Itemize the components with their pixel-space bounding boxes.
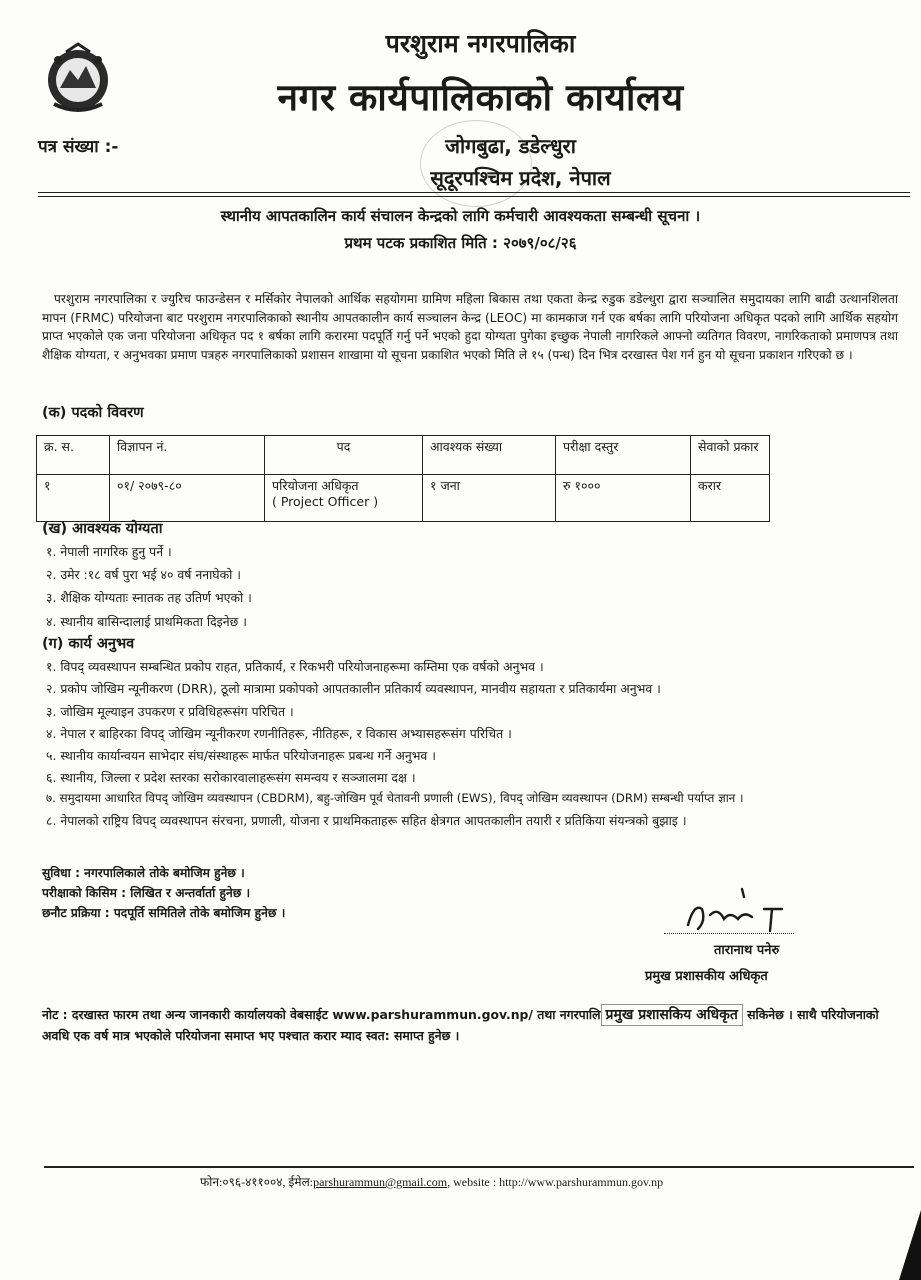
note-text: नोट : दरखास्त फारम तथा अन्य जानकारी कार्यालयको वेबसाईट www.parshurammun.gov.np/ तथा नगरपालि [42,1007,601,1022]
publication-date: प्रथम पटक प्रकाशित मिति : २०७९/०८/२६ [344,234,577,252]
note-paragraph [42,1004,892,1046]
list-item: ३. जोखिम मूल्याइन उपकरण र प्रविधिहरूसंग परिचित । [46,704,294,719]
office-province: सूदूरपश्चिम प्रदेश, नेपाल [430,166,611,190]
cell-ad-number: ०१/ २०७९-८० [110,475,265,522]
list-item: ४. स्थानीय बासिन्दालाई प्राथमिकता दिइनेछ । [46,614,247,629]
list-item: ६. स्थानीय, जिल्ला र प्रदेश स्तरका सरोकारवालाहरूसंग समन्वय र सञ्जालमा दक्ष । [46,770,416,785]
office-address: जोगबुढा, डडेल्धुरा [445,134,576,158]
list-item: ४. नेपाल र बाहिरका विपद् जोखिम न्यूनीकरण रणनीतिहरू, नीतिहरू, र विकास अभ्यासहरूसंग परिचित । [46,726,512,741]
signatory-name: तारानाथ पनेरु [714,943,780,958]
column-header: पद [265,436,423,475]
footer-website: , website : http://www.parshurammun.gov.np [447,1175,664,1189]
table-row [37,475,770,522]
list-item: १. नेपाली नागरिक हुनु पर्ने । [46,544,172,559]
municipality-name: परशुराम नगरपालिका [385,29,576,58]
column-header: सेवाको प्रकार [691,436,770,475]
office-name: नगर कार्यपालिकाको कार्यालय [277,76,684,119]
post-name-english: ( Project Officer ) [272,494,379,509]
section-b-heading: (ख) आवश्यक योग्यता [42,521,163,537]
post-details-table [36,435,770,522]
column-header: आवश्यक संख्या [423,436,556,475]
cell-service-type: करार [691,475,770,522]
section-c-heading: (ग) कार्य अनुभव [42,636,135,652]
reference-number-label: पत्र संख्या :- [38,137,119,157]
exam-type-line: परीक्षाको किसिम : लिखित र अन्तर्वार्ता हुनेछ । [42,886,251,900]
footer-phone: फोन:०९६-४११००४, ईमेल: [200,1175,314,1189]
list-item: ३. शैक्षिक योग्यताः स्नातक तह उतिर्ण भएको । [46,590,252,605]
post-name: परियोजना अधिकृत [272,478,359,493]
handwritten-signature [680,885,790,945]
list-item: ५. स्थानीय कार्यान्वयन साभेदार संघ/संस्थाहरू मार्फत परियोजनाहरू प्रबन्ध गर्ने अनुभव । [46,748,436,763]
list-item: १. विपद् व्यवस्थापन सम्बन्धित प्रकोप राहत, प्रतिकार्य, र रिकभरी परियोजनाहरूमा कम्तिमा एक वर्षको अनुभव । [46,659,544,674]
signature-line [664,933,794,934]
signatory-title: प्रमुख प्रशासकीय अधिकृत [645,969,768,984]
notice-intro-paragraph: परशुराम नगरपालिका र ज्युरिच फाउन्डेसन र मर्सिकोर नेपालको आर्थिक सहयोगमा ग्रामिण महिला बिकास तथा एकता केन्द्र रुडुक डडेल्धुरा द्वारा सञ्चालित समुदायका लागि बाढी उत्थानशिलता मापन (FRMC) परियोजना बाट परशुराम नगरपालिकाको स्थानीय आपतकालीन कार्य सञ्चालन केन्द्र (LEOC) मा कामकाज गर्न एक बर्षका लागि परियोजना अधिकृत पदको लागि आर्थिक सहयोग प्राप्त भएकोले एक जना परियोजना अधिकृत पद १ बर्षका लागि करारमा पदपूर्ति गर्नु पर्ने भएको हुदा योग्यता पुगेका इच्छुक नेपाली नागरिकले आफ्नो व्यतिगत विवरण, नागरिकताको प्रमाणपत्र तथा शैक्षिक योग्यता, र अनुभवका प्रमाण पत्रहरु नगरपालिकाको प्रशासन शाखामा यो सूचना प्रकाशित भएको मिति ले १५ (पन्ध) दिन भित्र दरखास्त पेश गर्न हुन यो सूचना प्रकाशन गरिएको छ । [42,292,898,362]
note-text-continued: सकिनेछ । साथै परियोजनाको अवधि एक वर्ष मात्र भएकोले परियोजना समाप्त भए पश्चात करार म्याद स्वत: समाप्त हुनेछ । [42,1007,879,1043]
selection-process-line: छनौट प्रक्रिया : पदपूर्ति समितिले तोके बमोजिम हुनेछ । [42,906,286,920]
list-item: २. उमेर :१८ वर्ष पुरा भई ४० वर्ष ननाघेको । [46,567,241,582]
list-item: ७. समुदायमा आधारित विपद् जोखिम व्यवस्थापन (CBDRM), बहु-जोखिम पूर्व चेतावनी प्रणाली (EWS), विपद् जोखिम व्यवस्थापन (DRM) सम्बन्धी पर्याप्त ज्ञान । [46,791,744,805]
official-stamp: प्रमुख प्रशासकिय अधिकृत [601,1004,743,1026]
table-header-row [37,436,770,475]
footer-contact [200,1173,663,1190]
cell-fee: रु १००० [556,475,691,522]
page-corner-shadow [899,1210,921,1280]
column-header: परीक्षा दस्तुर [556,436,691,475]
list-item: ८. नेपालको राष्ट्रिय विपद् व्यवस्थापन संरचना, प्रणाली, योजना र प्राथमिकताहरू सहित क्षेत्रगत आपतकालीन तयारी र प्रतिकिया संयन्त्रको बुझाइ । [46,813,687,828]
cell-serial: १ [37,475,110,522]
section-a-heading: (क) पदको विवरण [42,405,144,421]
cell-post [265,475,423,522]
column-header: क्र. स. [37,436,110,475]
header-divider [38,192,910,193]
footer-divider [44,1166,914,1168]
header-divider-second [38,196,910,197]
cell-count: १ जना [423,475,556,522]
notice-title: स्थानीय आपतकालिन कार्य संचालन केन्द्रको लागि कर्मचारी आवश्यकता सम्बन्धी सूचना । [220,207,701,225]
column-header: विज्ञापन नं. [110,436,265,475]
facility-line: सुविधा : नगरपालिकाले तोके बमोजिम हुनेछ । [42,866,245,880]
footer-email-link[interactable]: parshurammun@gmail.com [313,1175,448,1189]
list-item: २. प्रकोप जोखिम न्यूनीकरण (DRR), ठूलो मात्रामा प्रकोपको आपतकालीन प्रतिकार्य व्यवस्थापन, मानवीय सहायता र प्रतिकार्यमा अनुभव । [46,681,661,696]
